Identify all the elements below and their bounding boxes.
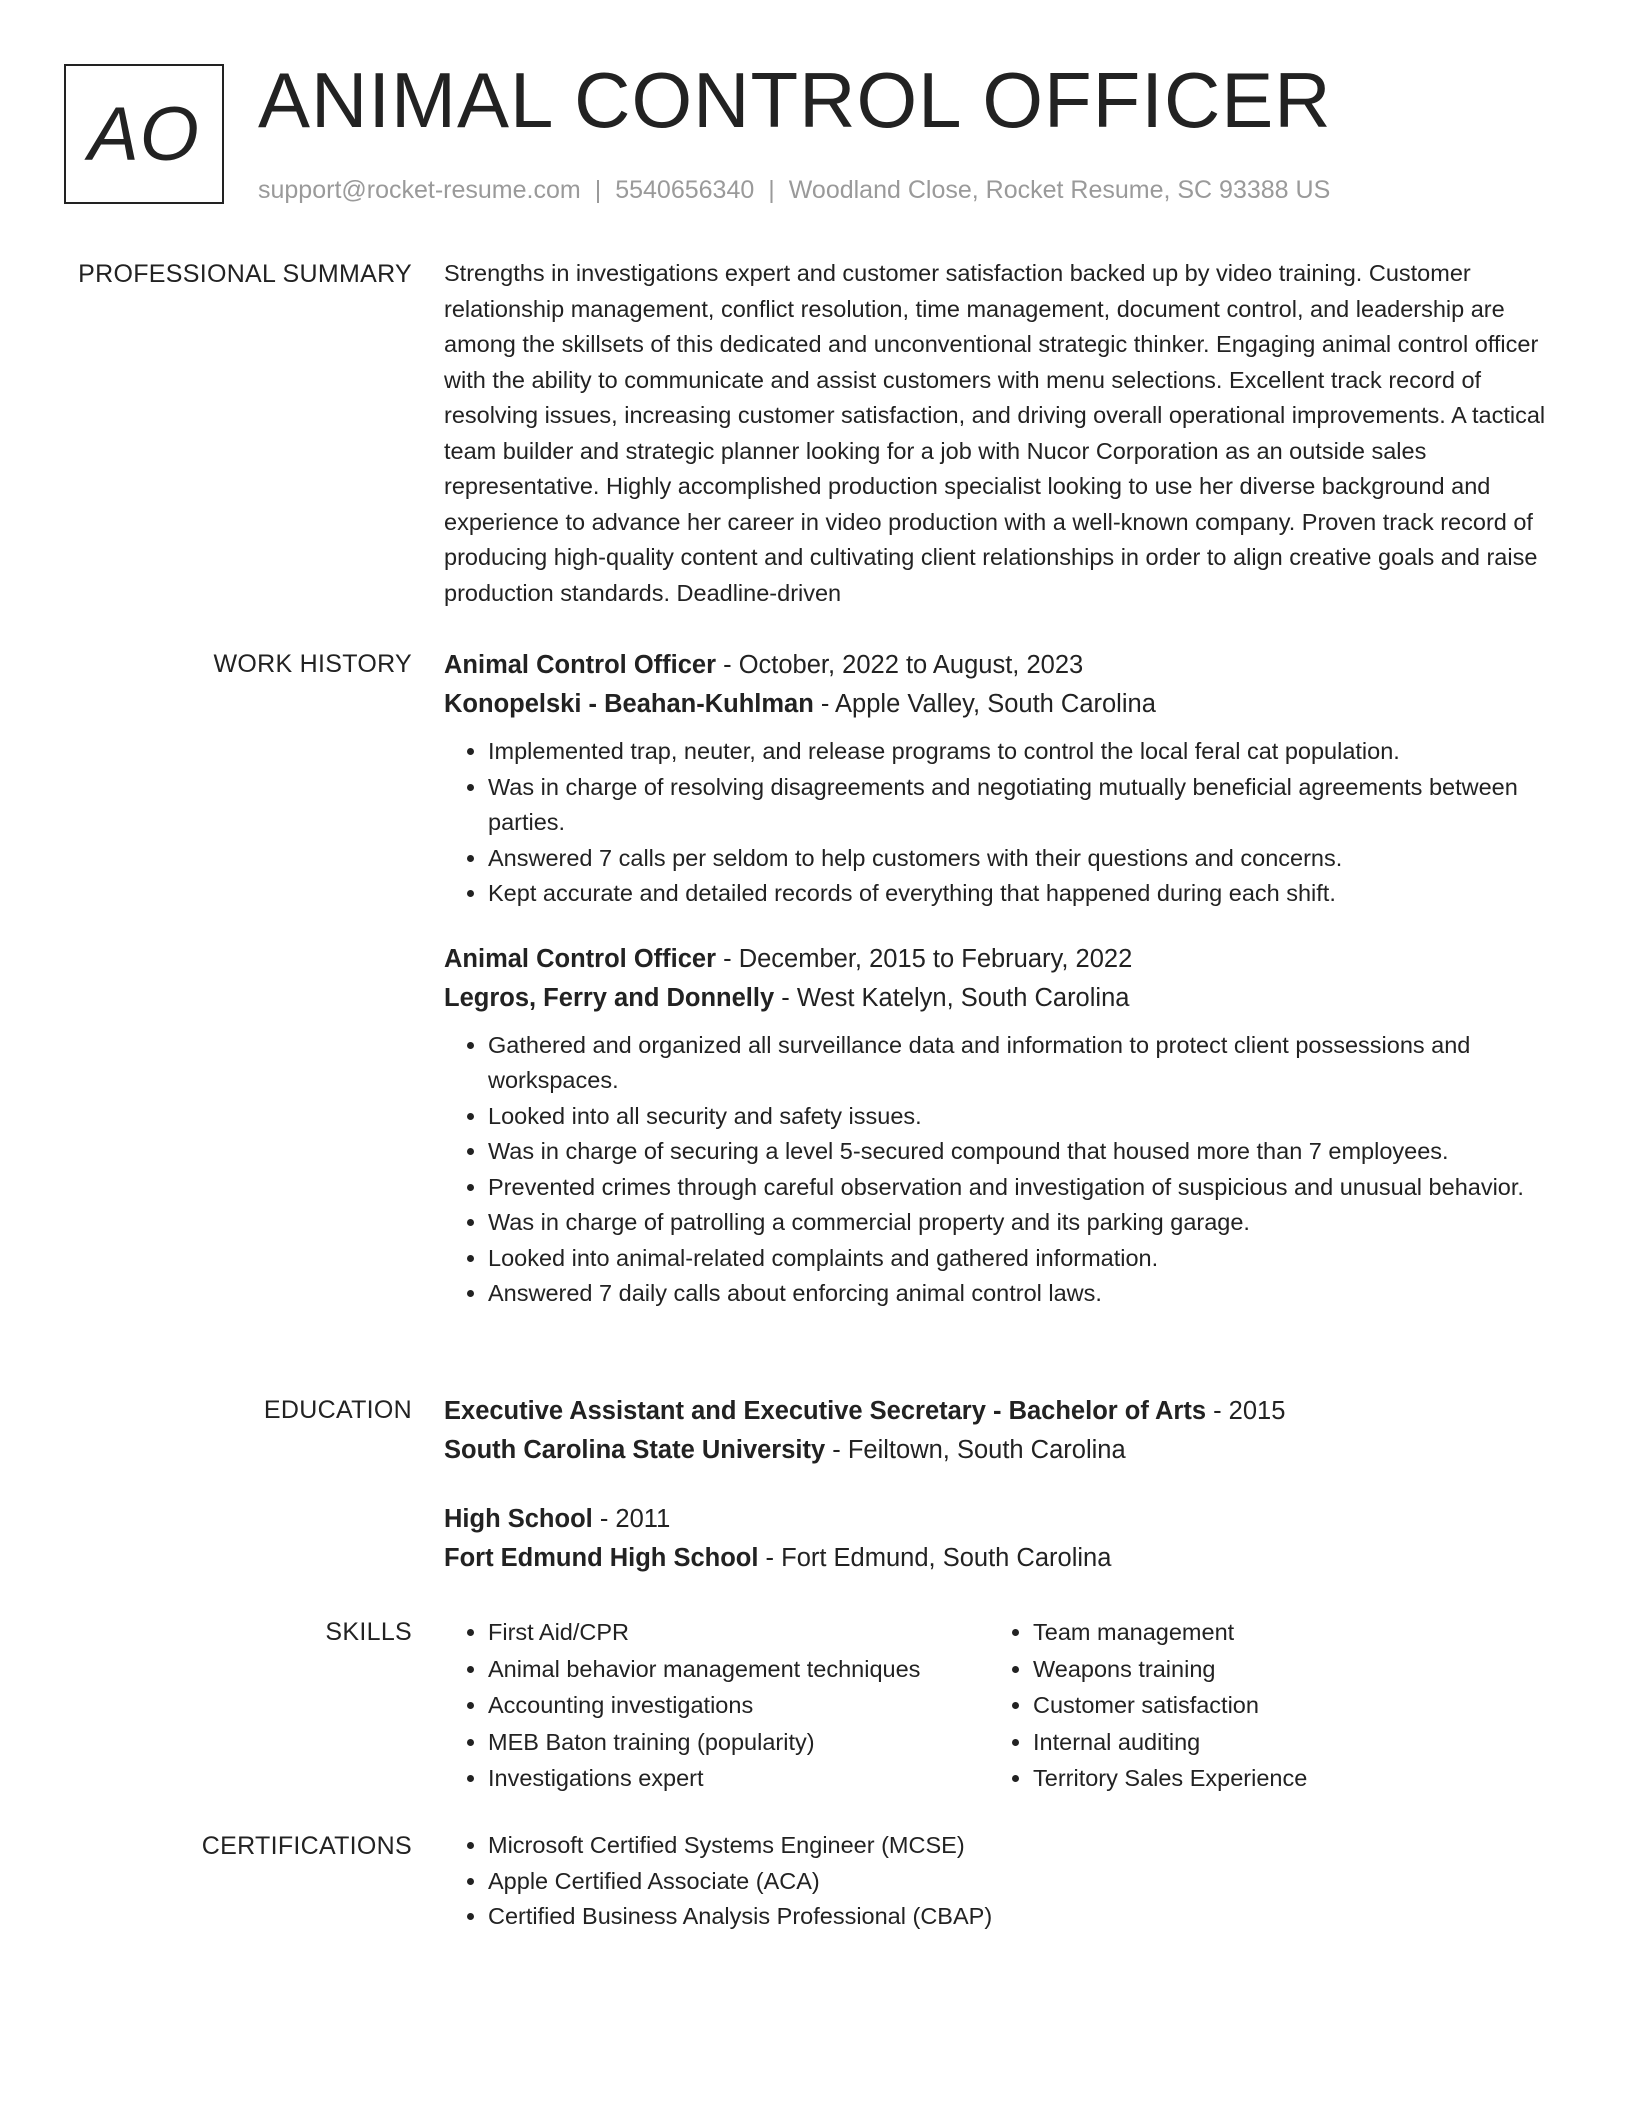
job-dates: - December, 2015 to February, 2022 [716,944,1133,973]
job-bullets [444,1028,1564,1312]
job-location: - Apple Valley, South Carolina [813,690,1156,718]
section-label-summary: PROFESSIONAL SUMMARY [78,260,412,288]
list-item: • Was in charge of securing a level 5-secured compound that housed more than 7 employees. [488,1134,1564,1170]
list-item: • Was in charge of resolving disagreements and negotiating mutually beneficial agreements between parties. [488,770,1564,841]
list-item: • Gathered and organized all surveillance data and information to protect client possessions and workspaces. [488,1028,1564,1099]
job-entry [444,646,1564,912]
summary-body [444,256,1564,611]
contact-separator: | [768,176,775,204]
education-degree: Executive Assistant and Executive Secretary - Bachelor of Arts [444,1397,1206,1425]
education-school: Fort Edmund High School [444,1544,759,1572]
job-entry [444,940,1564,1312]
section-label-skills: SKILLS [325,1618,412,1646]
work-history-body [444,646,1564,1340]
education-year: - 2011 [592,1505,671,1533]
list-item: • Team management [1033,1614,1534,1651]
list-item: • Prevented crimes through careful observation and investigation of suspicious and unusual behavior. [488,1170,1564,1206]
education-location: - Fort Edmund, South Carolina [758,1544,1112,1572]
section-label-certifications: CERTIFICATIONS [201,1832,412,1860]
certifications-list [444,1828,1564,1935]
education-body [444,1392,1564,1608]
list-item: • Looked into all security and safety issues. [488,1099,1564,1135]
list-item: • MEB Baton training (popularity) [488,1724,989,1761]
list-item: • Kept accurate and detailed records of everything that happened during each shift. [488,876,1564,912]
education-school-line [444,1431,1564,1470]
job-company-line [444,685,1564,724]
education-entry [444,1392,1564,1470]
list-item: • Weapons training [1033,1651,1534,1688]
list-item: • Was in charge of patrolling a commercial property and its parking garage. [488,1205,1564,1241]
job-title-line [444,940,1564,979]
list-item: • Looked into animal-related complaints and gathered information. [488,1241,1564,1277]
job-title: Animal Control Officer [444,944,717,973]
job-title-line [444,646,1564,685]
list-item: • Implemented trap, neuter, and release programs to control the local feral cat population. [488,734,1564,770]
job-company: Legros, Ferry and Donnelly [444,983,775,1012]
list-item: • Answered 7 calls per seldom to help customers with their questions and concerns. [488,841,1564,877]
summary-text: Strengths in investigations expert and customer satisfaction backed up by video training. Customer relationship management, conflict resolution, time management, document control, and leadership are among the skillsets of this dedicated and unconventional strategic thinker. Engaging animal control officer with the ability to communicate and assist customers with menu selections. Excellent track record of resolving issues, increasing customer satisfaction, and driving overall operational improvements. A tactical team builder and strategic planner looking for a job with Nucor Corporation as an outside sales representative. Highly accomplished production specialist looking to use her diverse background and experience to advance her career in video production with a well-known company. Proven track record of producing high-quality content and cultivating client relationships in order to align creative goals and raise production standards. Deadline-driven [444,260,1546,606]
list-item: • Apple Certified Associate (ACA) [488,1864,1564,1900]
list-item: • Customer satisfaction [1033,1687,1534,1724]
certifications-body [444,1828,1564,1935]
skills-column-right [989,1614,1534,1797]
list-item: • Investigations expert [488,1760,989,1797]
section-label-education: EDUCATION [263,1396,412,1424]
contact-phone: 5540656340 [615,176,755,204]
contact-line [258,176,1330,205]
education-entry [444,1500,1564,1578]
job-location: - West Katelyn, South Carolina [774,983,1130,1012]
education-school: South Carolina State University [444,1436,826,1464]
education-degree-line [444,1500,1564,1539]
education-school-line [444,1539,1564,1578]
skills-body [444,1614,1564,1797]
section-label-work-history: WORK HISTORY [213,650,412,678]
job-bullets [444,734,1564,912]
job-company: Konopelski - Beahan-Kuhlman [444,690,814,718]
list-item: • Internal auditing [1033,1724,1534,1761]
job-title: Animal Control Officer [444,651,717,679]
education-year: - 2015 [1206,1397,1286,1425]
page-title: ANIMAL CONTROL OFFICER [258,56,1332,144]
education-degree: High School [444,1505,593,1533]
skills-grid [444,1614,1564,1797]
list-item: • First Aid/CPR [488,1614,989,1651]
job-company-line [444,979,1564,1018]
contact-address: Woodland Close, Rocket Resume, SC 93388 US [788,176,1331,204]
list-item: • Answered 7 daily calls about enforcing animal control laws. [488,1276,1564,1312]
contact-separator: | [594,176,602,204]
list-item: • Accounting investigations [488,1687,989,1724]
list-item: • Certified Business Analysis Professional (CBAP) [488,1899,1564,1935]
list-item: • Animal behavior management techniques [488,1651,989,1688]
list-item: • Territory Sales Experience [1033,1760,1534,1797]
education-degree-line [444,1392,1564,1431]
contact-email: support@rocket-resume.com [258,176,581,204]
skills-column-left [444,1614,989,1797]
monogram-initials: AO [64,64,224,204]
job-dates: - October, 2022 to August, 2023 [716,651,1084,679]
resume-header [64,56,1564,214]
list-item: • Microsoft Certified Systems Engineer (MCSE) [488,1828,1564,1864]
education-location: - Feiltown, South Carolina [825,1436,1126,1464]
